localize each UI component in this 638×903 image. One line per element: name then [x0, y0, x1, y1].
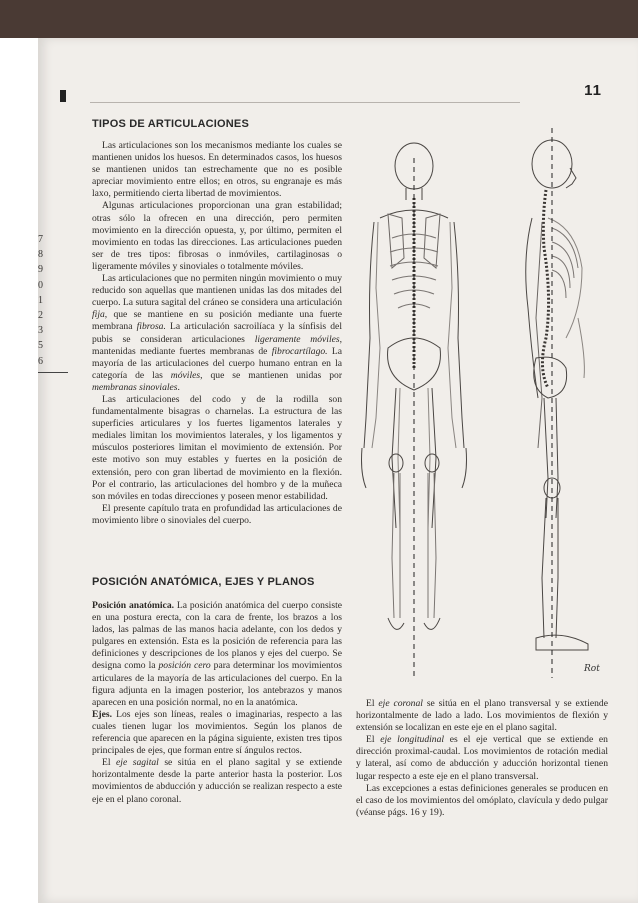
section-heading-posicion: POSICIÓN ANATÓMICA, EJES Y PLANOS: [92, 576, 315, 588]
skeleton-illustration: [352, 118, 622, 688]
margin-digit: 1: [38, 294, 43, 306]
margin-digit: 3: [38, 325, 43, 337]
paragraph: Las articulaciones del codo y de la rodilla son fundamentalmente bisagras o charnelas. La estructura de las superficies articulares y los fuertes ligamentos laterales y mediales limitan los movimientos laterales, y los ligamentos y músculos posteriores limitan el movimiento de extensión. Por este motivo son muy estables y fuertes en la posición de extensión, pero con gran libertad de movimiento en la flexión. Por el contrario, las articulaciones del hombro y de la muñeca son móviles en todas direcciones y poseen menor estabilidad.: [92, 393, 342, 502]
posterior-view-figure: [362, 143, 467, 678]
margin-digit: 8: [38, 249, 43, 261]
margin-rule: [38, 372, 68, 373]
running-header-rule: [90, 102, 520, 103]
paragraph: Algunas articulaciones proporcionan una gran estabilidad; otras sólo la ofrecen en una dirección, pero permiten movimiento en la dirección opuesta, y, por último, permiten el movimiento en todas las direcciones. Las articulaciones pueden ser de tres tipos: fibrosas o inmóviles, cartilaginosas o ligeramente móviles y sinoviales o totalmente móviles.: [92, 200, 342, 272]
section-text-tipos: [92, 140, 342, 527]
skeleton-figure-svg: [352, 118, 622, 688]
margin-digit: 2: [38, 310, 43, 322]
margin-digits: [38, 232, 50, 369]
paragraph: Las articulaciones que no permiten ningún movimiento o muy reducido son aquellas que mantienen unidas las dos mitades del cuerpo. La sutura sagital del cráneo se considera una articulación fija, que se mantiene en su posición mediante una fuerte membrana fibrosa. La articulación sacroilíaca y la sínfisis del pubis se consideran articulaciones ligeramente móviles, mantenidas mediante fuertes membranas de fibrocartílago. La mayoría de las articulaciones del cuerpo humano entran en la categoría de las móviles, que se mantienen unidas por membranas sinoviales.: [92, 273, 343, 393]
margin-digit: 0: [38, 279, 43, 291]
paragraph: Ejes. Los ejes son líneas, reales o imaginarias, respecto a las cuales tienen lugar los movimientos. Según los planos de referencia que aparecen en la página siguiente, existen tres tipos principales de ejes, que forman entre sí ángulos rectos.: [92, 708, 342, 757]
page-number: 11: [584, 82, 602, 99]
section-text-ejes: [356, 698, 608, 819]
paragraph: Las articulaciones son los mecanismos mediante los cuales se mantienen unidos los huesos. En determinados casos, los huesos se mantienen unidos tan estrechamente que no es posible apreciar movimiento entre ellos; en otros, su engranaje es más laxo, permitiendo cierta libertad de movimientos.: [92, 140, 342, 200]
margin-digit: 9: [38, 264, 43, 276]
paragraph: Las excepciones a estas definiciones generales se producen en el caso de los movimientos del omóplato, clavícula y dedo pulgar (véanse págs. 16 y 19).: [356, 782, 608, 818]
margin-digit: 5: [38, 340, 43, 352]
lateral-view-figure: [526, 128, 588, 678]
artist-signature: Rot: [584, 664, 600, 674]
paragraph: El eje coronal se sitúa en el plano transversal y se extiende horizontalmente de lado a lado. Los movimientos de flexión y extensión se localizan en este eje en el plano sagital.: [356, 698, 608, 734]
section-text-posicion: [92, 600, 342, 806]
paragraph: Posición anatómica. La posición anatómica del cuerpo consiste en una postura erecta, con la cara de frente, los brazos a los lados, las palmas de las manos hacia adelante, con los dedos y pulgares en extensión. Esta es la posición de referencia para las definiciones y descripciones de los planos y ejes del cuerpo. Se designa como la posición cero para determinar los movimientos articulares de la mayoría de las articulaciones del cuerpo. En la figura adjunta en la imagen posterior, los antebrazos y manos aparecen en una posición normal, no en la anatómica.: [92, 600, 342, 708]
scan-top-edge: [0, 0, 638, 38]
section-heading-tipos: TIPOS DE ARTICULACIONES: [92, 118, 249, 130]
gutter-mark: [60, 90, 66, 102]
margin-digit: 7: [38, 234, 43, 245]
paragraph: El eje sagital se sitúa en el plano sagital y se extiende horizontalmente desde la parte anterior hasta la posterior. Los movimientos de abducción y aducción se realizan respecto a este eje en el plano coronal.: [92, 757, 342, 805]
paragraph: El eje longitudinal es el eje vertical que se extiende en dirección proximal-caudal. Los movimientos de rotación medial y lateral, así como de abducción y aducción horizontal tienen lugar respecto a este eje en el plano transversal.: [356, 734, 608, 782]
paragraph: El presente capítulo trata en profundidad las articulaciones de movimiento libre o sinoviales del cuerpo.: [92, 502, 342, 526]
margin-digit: 6: [38, 355, 43, 367]
